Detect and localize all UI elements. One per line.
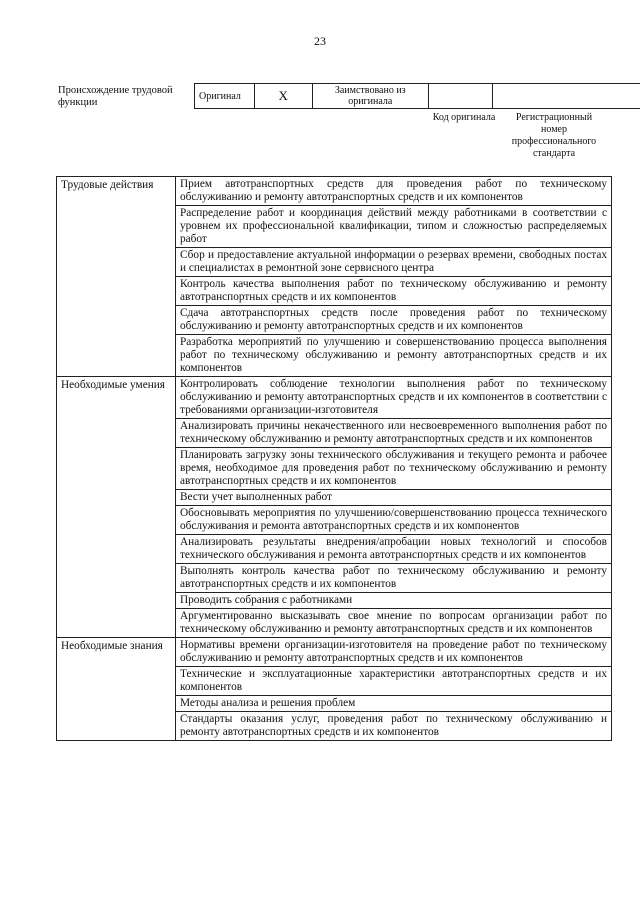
section-item: Разработка мероприятий по улучшению и совершенствованию процесса выполнения работ по техническому обслуживанию и ремонту автотранспортных средств и их компонентов — [176, 335, 612, 377]
section-item: Контроль качества выполнения работ по техническому обслуживанию и ремонту автотранспортных средств и их компонентов — [176, 277, 612, 306]
section-item: Методы анализа и решения проблем — [176, 696, 612, 712]
section-item: Распределение работ и координация действий между работниками в соответствии с уровнем их профессиональной квалификации, типом и сложностью распределяемых работ — [176, 206, 612, 248]
section-heading: Трудовые действия — [57, 177, 176, 377]
registration-number-cell — [492, 84, 640, 109]
section-item: Нормативы времени организации-изготовителя на проведение работ по техническому обслуживанию и ремонту автотранспортных средств и их компонентов — [176, 638, 612, 667]
section-item: Сдача автотранспортных средств после проведения работ по техническому обслуживанию и ремонту автотранспортных средств и их компонентов — [176, 306, 612, 335]
original-code-cell — [429, 84, 493, 109]
section-heading: Необходимые знания — [57, 638, 176, 741]
table-row — [57, 638, 612, 667]
table-row — [57, 177, 612, 206]
original-code-caption: Код оригинала — [432, 112, 496, 123]
section-heading: Необходимые умения — [57, 377, 176, 638]
table-row — [57, 377, 612, 419]
section-item: Сбор и предоставление актуальной информации о резервах времени, свободных постах и специалистах в ремонтной зоне сервисного центра — [176, 248, 612, 277]
section-item: Аргументированно высказывать свое мнение по вопросам организации работ по техническому обслуживанию и ремонту автотранспортных средств и их компонентов — [176, 609, 612, 638]
section-item: Контролировать соблюдение технологии выполнения работ по техническому обслуживанию и ремонту автотранспортных средств и их компонентов в соответствии с требованиями организации-изготовителя — [176, 377, 612, 419]
labor-function-table-body — [57, 177, 612, 741]
section-item: Технические и эксплуатационные характеристики автотранспортных средств и их компонентов — [176, 667, 612, 696]
original-mark: X — [254, 84, 312, 109]
registration-number-caption: Регистрационный номер профессионального стандарта — [511, 112, 597, 159]
original-label: Оригинал — [195, 84, 255, 109]
section-item: Планировать загрузку зоны технического обслуживания и текущего ремонта и рабочее время, необходимое для проведения работ по техническому обслуживанию и ремонту автотранспортных средств и их компонентов — [176, 448, 612, 490]
section-item: Анализировать результаты внедрения/апробации новых технологий и способов технического обслуживания и ремонта автотранспортных средств и их компонентов — [176, 535, 612, 564]
page-number: 23 — [314, 34, 326, 48]
section-item: Обосновывать мероприятия по улучшению/совершенствованию процесса технического обслуживания и ремонта автотранспортных средств и их компонентов — [176, 506, 612, 535]
section-item: Стандарты оказания услуг, проведения работ по техническому обслуживанию и ремонту автотранспортных средств и их компонентов — [176, 712, 612, 741]
section-item: Вести учет выполненных работ — [176, 490, 612, 506]
labor-function-table — [56, 176, 612, 741]
section-item: Прием автотранспортных средств для проведения работ по техническому обслуживанию и ремонту автотранспортных средств и их компонентов — [176, 177, 612, 206]
section-item: Анализировать причины некачественного или несвоевременного выполнения работ по техническому обслуживанию и ремонту автотранспортных средств и их компонентов — [176, 419, 612, 448]
borrowed-label: Заимствовано из оригинала — [312, 84, 428, 109]
origin-table — [194, 83, 640, 109]
origin-label: Происхождение трудовой функции — [58, 85, 173, 108]
section-item: Проводить собрания с работниками — [176, 593, 612, 609]
section-item: Выполнять контроль качества работ по техническому обслуживанию и ремонту автотранспортных средств и их компонентов — [176, 564, 612, 593]
